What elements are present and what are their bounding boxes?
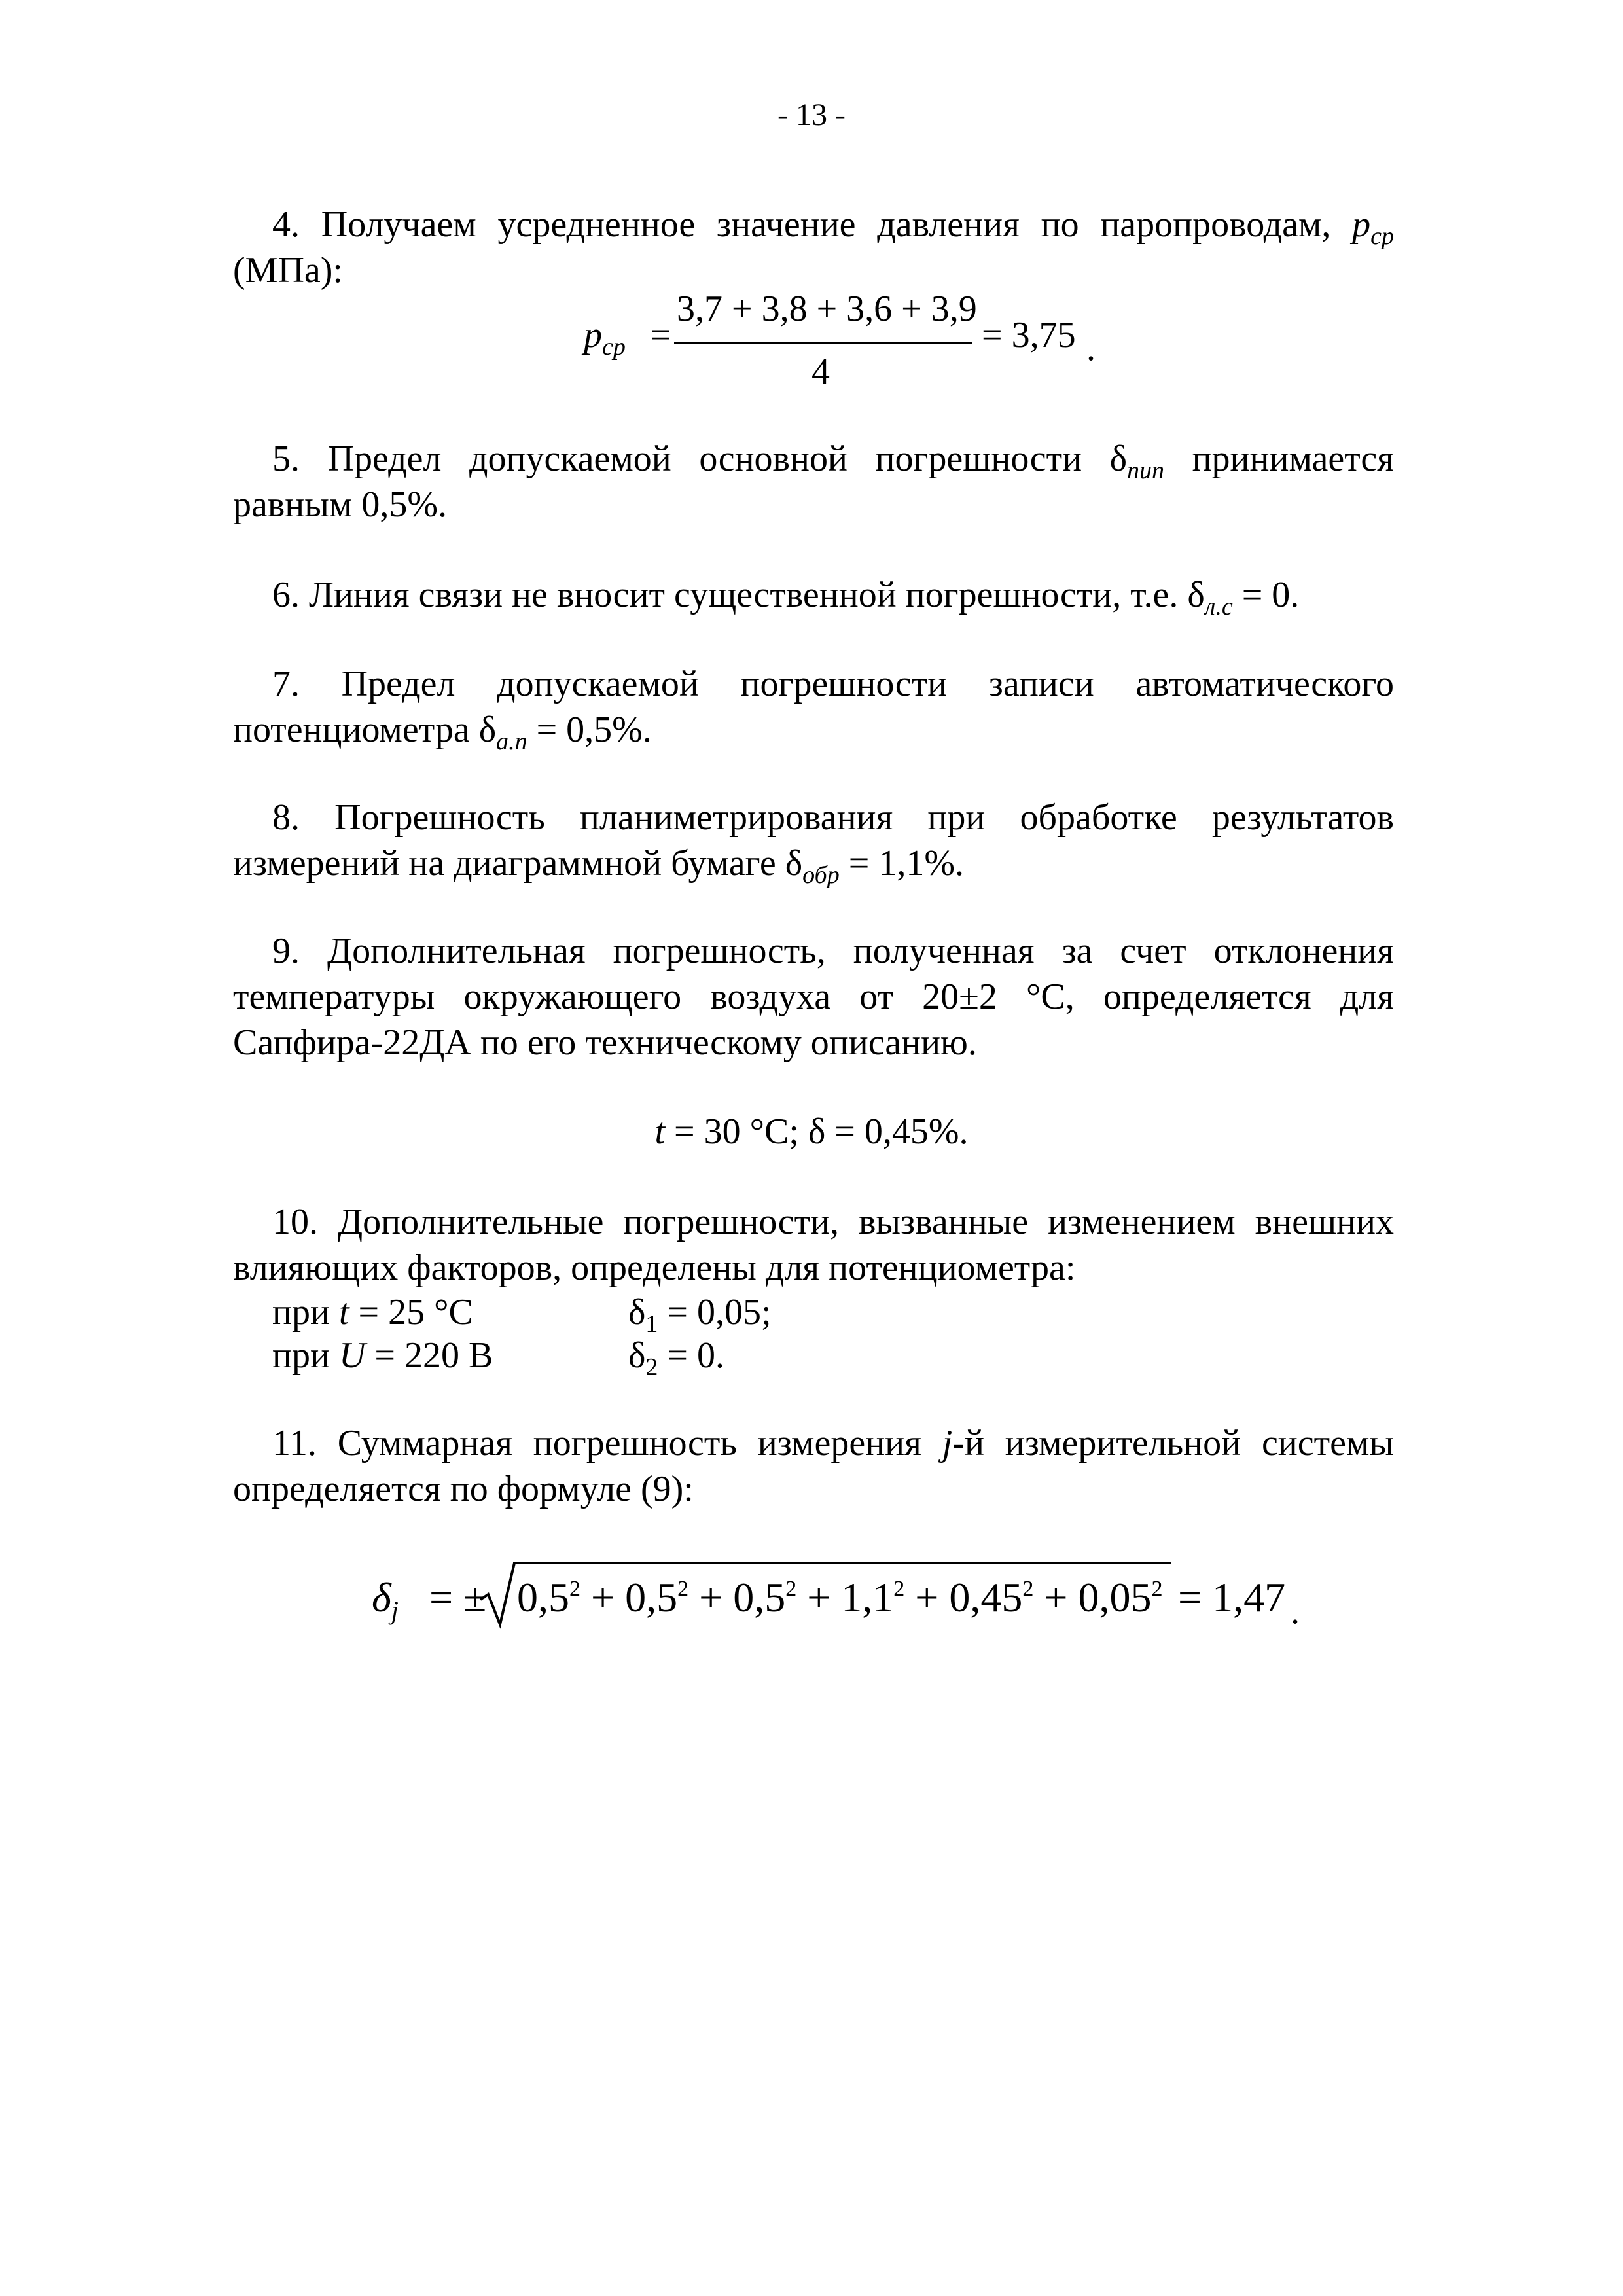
item10-row2-value: $\delta_2 = 0$. — [628, 1335, 724, 1381]
item9-line2: температуры окружающего воздуха от 20±2 °С, определяется для — [233, 977, 1394, 1017]
item10-row1-value: $\delta_1 = 0,05$; — [628, 1292, 772, 1338]
formula-end: . — [1086, 328, 1096, 368]
formula-eq-pm: = ± — [429, 1574, 487, 1621]
item11-line1: 11. Суммарная погрешность измерения j-й измерительной системы — [272, 1423, 1395, 1463]
formula-result: = 3,75 — [982, 315, 1076, 355]
fraction-bar — [674, 342, 972, 344]
item4-line2: (МПа): — [233, 250, 343, 291]
item9-line3: Сапфира-22ДА по его техническому описанию. — [233, 1022, 977, 1063]
item10-row2-condition: при U = 220 В — [272, 1335, 493, 1376]
item5-line1: 5. Предел допускаемой основной погрешности $\delta_{пип}$ принимается — [272, 439, 1394, 484]
item4-line1-text: 4. Получаем усредненное значение давления по паропроводам, — [272, 204, 1331, 245]
item7-line2: потенциометра $\delta_{а.п} = 0,5\%$. — [233, 709, 652, 755]
item4-var-p: p — [1352, 204, 1371, 245]
fraction-denominator: 4 — [812, 351, 830, 392]
item8-line2: измерений на диаграммной бумаге $\delta_{обр} = 1,1\%$. — [233, 843, 964, 889]
item8-line1: 8. Погрешность планиметрирования при обработке результатов — [272, 797, 1394, 838]
fraction — [674, 288, 975, 406]
fraction-numerator: 3,7 + 3,8 + 3,6 + 3,9 — [677, 289, 977, 329]
item7-line1: 7. Предел допускаемой погрешности записи автоматического — [272, 664, 1394, 704]
formula-delta-j: $\delta_j$ — [372, 1574, 399, 1625]
radical-overline — [513, 1562, 1171, 1564]
item9-line1: 9. Дополнительная погрешность, полученная за счет отклонения — [272, 931, 1394, 971]
item10-row1-condition: при t = 25 °С — [272, 1292, 473, 1333]
radical-sign-icon — [478, 1559, 517, 1631]
formula-lhs: $p_{ср}$ = — [584, 315, 671, 361]
item11-line2: определяется по формуле (9): — [233, 1469, 694, 1509]
item4-var-sub: ср — [1370, 223, 1395, 250]
item10-line1: 10. Дополнительные погрешности, вызванные изменением внешних — [272, 1202, 1394, 1242]
formula-end: . — [1291, 1591, 1300, 1632]
formula-result: = 1,47 — [1178, 1574, 1286, 1621]
radicand: $0,5^2 + 0,5^2 + 0,5^2 + 1,1^2 + 0,45^2 + 0,05^2$ — [517, 1574, 1163, 1621]
item10-line2: влияющих факторов, определены для потенциометра: — [233, 1247, 1076, 1288]
item6-line: 6. Линия связи не вносит существенной погрешности, т.е. $\delta_{л.с} = 0$. — [272, 575, 1300, 620]
item5-line2: равным 0,5%. — [233, 484, 447, 525]
page-number: - 13 - — [777, 98, 846, 132]
item9-formula: t = 30 °С; δ = 0,45%. — [654, 1111, 969, 1152]
